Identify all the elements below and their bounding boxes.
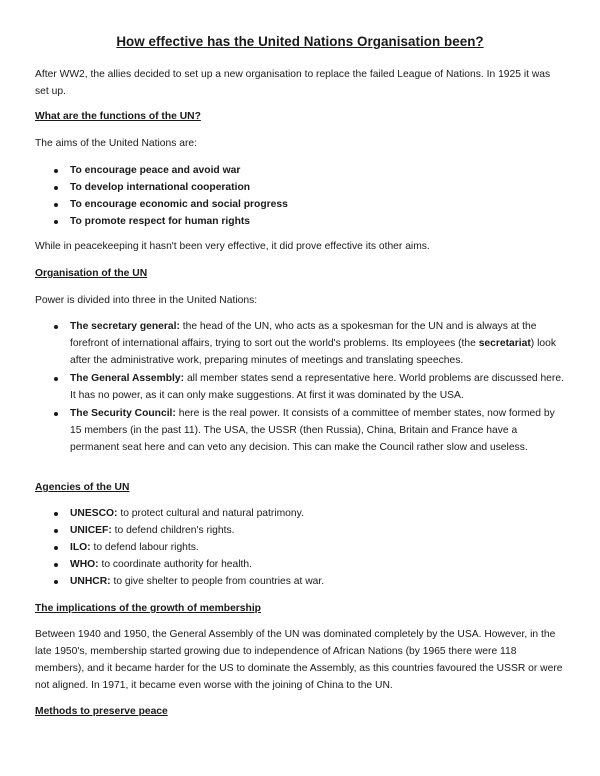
- functions-heading: What are the functions of the UN?: [35, 111, 201, 122]
- bullet-icon: [54, 186, 58, 190]
- list-item: The General Assembly: all member states send a representative here. World problems are discussed here. It has no power, as it can only make suggestions. At first it was dominated by the USA.: [35, 370, 565, 404]
- membership-paragraph: Between 1940 and 1950, the General Assembly of the UN was dominated completely by the USA. However, in the late 1950's, membership started growing due to independence of African Nations (by 1965 there were 118 members), and it became harder for the US to dominate the Assembly, as this countries favoured the USSR or were not aligned. In 1971, it became even worse with the joining of China to the UN.: [35, 629, 563, 691]
- agencies-heading: Agencies of the UN: [35, 482, 130, 493]
- bullet-icon: [54, 169, 58, 173]
- bullet-icon: [54, 563, 58, 567]
- list-item: The secretary general: the head of the UN, who acts as a spokesman for the UN and is always at the forefront of international affairs, trying to sort out the world's problems. Its employees (the secretariat) look after the administrative work, preparing minutes of meetings and translating speeches.: [35, 318, 565, 369]
- bullet-icon: [54, 580, 58, 584]
- bullet-icon: [54, 512, 58, 516]
- list-item: The Security Council: here is the real power. It consists of a committee of member states, now formed by 15 members (in the past 11). The USA, the USSR (then Russia), China, Britain and France have a permanent seat here and can veto any decision. This can make the Council rather slow and useless.: [35, 405, 565, 456]
- aims-intro: The aims of the United Nations are:: [35, 138, 197, 149]
- list-item: UNHCR: to give shelter to people from countries at war.: [35, 573, 565, 590]
- bullet-icon: [54, 220, 58, 224]
- list-item: To promote respect for human rights: [35, 213, 565, 230]
- list-item: ILO: to defend labour rights.: [35, 539, 565, 556]
- list-item: To develop international cooperation: [35, 179, 565, 196]
- functions-summary: While in peacekeeping it hasn't been very effective, it did prove effective its other aims.: [35, 241, 430, 252]
- page-title: How effective has the United Nations Organisation been?: [116, 34, 484, 49]
- bullet-icon: [54, 412, 58, 416]
- intro-paragraph: After WW2, the allies decided to set up a new organisation to replace the failed League of Nations. In 1925 it was set up.: [35, 69, 551, 97]
- bullet-icon: [54, 546, 58, 550]
- list-item: To encourage economic and social progress: [35, 196, 565, 213]
- bullet-icon: [54, 203, 58, 207]
- membership-heading: The implications of the growth of membership: [35, 603, 261, 614]
- bullet-icon: [54, 377, 58, 381]
- aims-list: [35, 162, 565, 230]
- list-item: UNESCO: to protect cultural and natural patrimony.: [35, 505, 565, 522]
- organisation-intro: Power is divided into three in the United Nations:: [35, 295, 258, 306]
- list-item: To encourage peace and avoid war: [35, 162, 565, 179]
- list-item: WHO: to coordinate authority for health.: [35, 556, 565, 573]
- bullet-icon: [54, 325, 58, 329]
- list-item: UNICEF: to defend children's rights.: [35, 522, 565, 539]
- agencies-list: [35, 505, 565, 590]
- bullet-icon: [54, 529, 58, 533]
- organisation-list: [35, 318, 565, 456]
- organisation-heading: Organisation of the UN: [35, 268, 148, 279]
- methods-heading: Methods to preserve peace: [35, 706, 168, 717]
